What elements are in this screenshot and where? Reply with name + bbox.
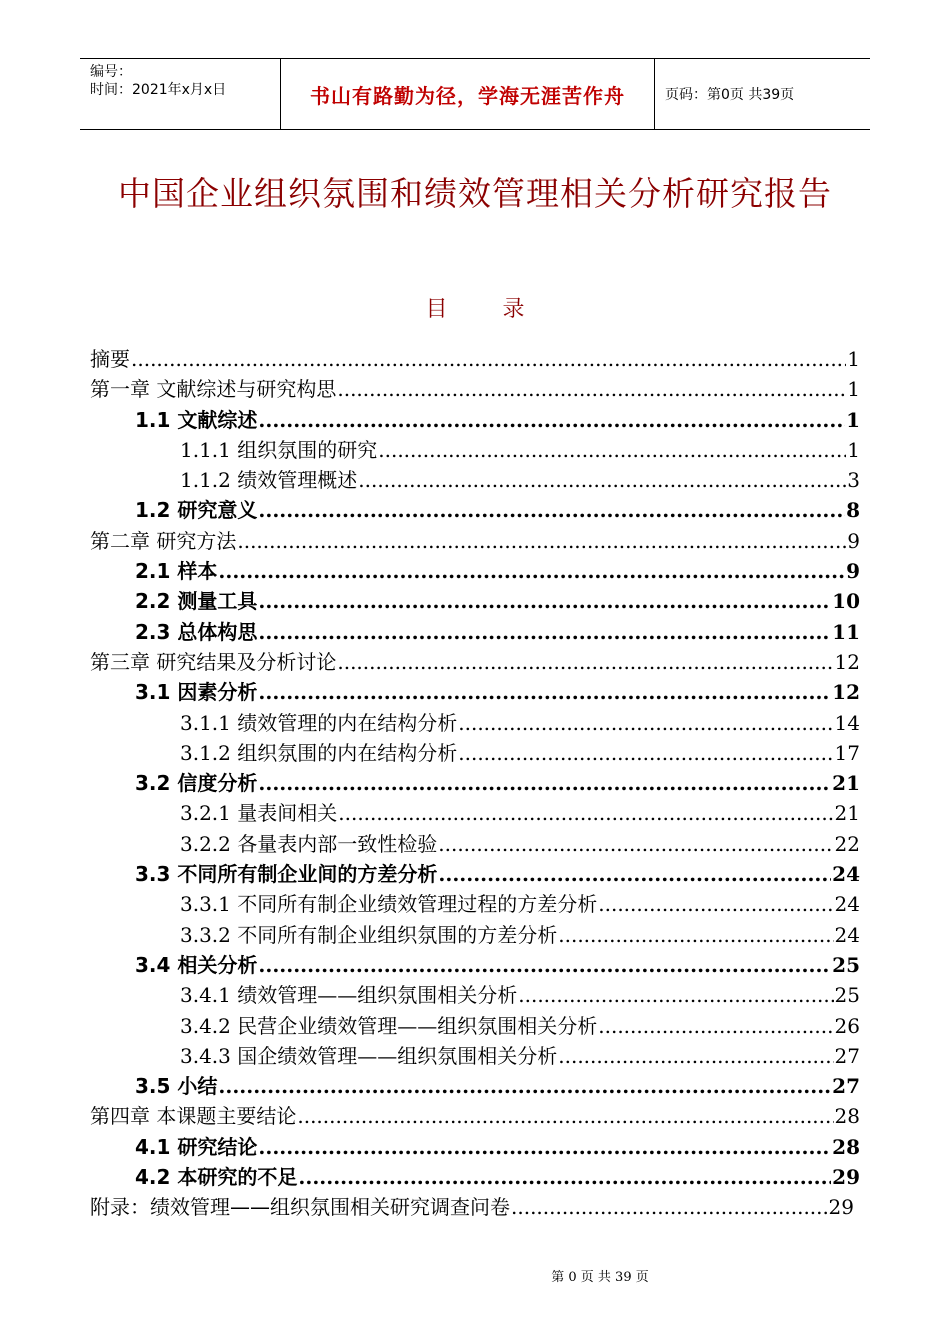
toc-leader-dots xyxy=(558,920,833,950)
toc-entry-label: 4.1 研究结论 xyxy=(135,1134,258,1159)
toc-leader-dots xyxy=(258,768,831,798)
document-title: 中国企业组织氛围和绩效管理相关分析研究报告 xyxy=(118,174,832,213)
toc-entry[interactable] xyxy=(90,435,860,465)
toc-entry-label: 附录：绩效管理——组织氛围相关研究调查问卷 xyxy=(90,1195,510,1220)
toc-entry-page: 21 xyxy=(834,801,860,826)
toc-entry-page: 29 xyxy=(832,1165,860,1190)
toc-entry[interactable] xyxy=(90,617,860,647)
toc-entry[interactable] xyxy=(90,829,860,859)
toc-entry[interactable] xyxy=(90,556,860,586)
toc-leader-dots xyxy=(258,405,845,435)
toc-entry-page: 24 xyxy=(834,892,860,917)
toc-entry-label: 3.2.1 量表间相关 xyxy=(180,801,338,826)
toc-entry-page: 1 xyxy=(847,437,860,462)
toc-entry-label: 3.2.2 各量表内部一致性检验 xyxy=(180,831,438,856)
toc-entry-page: 24 xyxy=(832,862,860,887)
toc-entry-label: 3.3 不同所有制企业间的方差分析 xyxy=(135,862,438,887)
header-meta-cell xyxy=(80,59,281,129)
toc-entry-label: 3.5 小结 xyxy=(135,1074,218,1099)
header-motto: 书山有路勤为径，学海无涯苦作舟 xyxy=(281,59,655,129)
toc-entry-page: 1 xyxy=(847,377,860,402)
header-page-info: 页码：第0页 共39页 xyxy=(665,87,795,103)
toc-leader-dots xyxy=(338,798,833,828)
page-footer: 第 0 页 共 39 页 xyxy=(551,1270,649,1285)
toc-entry[interactable] xyxy=(90,768,860,798)
toc-entry-page: 28 xyxy=(834,1104,860,1129)
toc-entry-label: 3.1 因素分析 xyxy=(135,680,258,705)
toc-entry-page: 27 xyxy=(832,1074,860,1099)
toc-leader-dots xyxy=(258,586,831,616)
toc-entry-page: 26 xyxy=(834,1013,860,1038)
toc-leader-dots xyxy=(358,465,846,495)
number-label: 编号： xyxy=(90,64,132,80)
toc-entry[interactable] xyxy=(90,950,860,980)
toc-entry-label: 第一章 文献综述与研究构思 xyxy=(90,377,337,402)
toc-entry-page: 28 xyxy=(832,1134,860,1159)
toc-leader-dots xyxy=(598,1011,833,1041)
toc-entry[interactable] xyxy=(90,920,860,950)
toc-leader-dots xyxy=(258,950,831,980)
toc-entry-page: 24 xyxy=(834,922,860,947)
toc-entry[interactable] xyxy=(90,677,860,707)
toc-entry-label: 2.1 样本 xyxy=(135,559,218,584)
toc-entry-label: 3.3.1 不同所有制企业绩效管理过程的方差分析 xyxy=(180,892,598,917)
toc-entry-label: 3.4.3 国企绩效管理——组织氛围相关分析 xyxy=(180,1043,558,1068)
time-label: 时间：2021年x月x日 xyxy=(90,82,227,98)
toc-leader-dots xyxy=(458,738,833,768)
toc-leader-dots xyxy=(258,495,845,525)
toc-entry-label: 3.1.2 组织氛围的内在结构分析 xyxy=(180,740,458,765)
toc-entry-label: 第二章 研究方法 xyxy=(90,528,237,553)
toc-entry-label: 摘要 xyxy=(90,347,130,371)
toc-leader-dots xyxy=(511,1192,828,1222)
toc-entry[interactable] xyxy=(90,738,860,768)
toc-leader-dots xyxy=(297,1101,833,1131)
toc-entry-label: 2.2 测量工具 xyxy=(135,589,258,614)
toc-leader-dots xyxy=(518,980,833,1010)
toc-entry-page: 8 xyxy=(846,498,860,523)
toc-entry[interactable] xyxy=(90,1071,860,1101)
toc-entry-label: 3.4 相关分析 xyxy=(135,952,258,977)
toc-entry-label: 3.1.1 绩效管理的内在结构分析 xyxy=(180,710,458,735)
toc-leader-dots xyxy=(258,1132,831,1162)
toc-leader-dots xyxy=(558,1041,833,1071)
toc-entry[interactable] xyxy=(90,1041,860,1071)
toc-heading: 目 录 xyxy=(425,297,549,322)
document-header xyxy=(80,58,870,130)
toc-entry-label: 1.1.2 绩效管理概述 xyxy=(180,468,358,493)
toc-entry-page: 11 xyxy=(832,619,860,644)
toc-entry-page: 1 xyxy=(846,407,860,432)
toc-entry[interactable] xyxy=(90,526,860,556)
toc-entry-label: 第四章 本课题主要结论 xyxy=(90,1104,297,1129)
toc-entry[interactable] xyxy=(90,374,860,404)
toc-entry[interactable] xyxy=(90,980,860,1010)
toc-entry[interactable] xyxy=(90,465,860,495)
toc-entry[interactable] xyxy=(90,586,860,616)
toc-entry-page: 14 xyxy=(834,710,860,735)
toc-entry-page: 17 xyxy=(834,740,860,765)
toc-entry-page: 10 xyxy=(832,589,860,614)
toc-entry-page: 21 xyxy=(832,771,860,796)
toc-entry[interactable] xyxy=(90,1101,860,1131)
toc-leader-dots xyxy=(337,374,846,404)
toc-leader-dots xyxy=(378,435,846,465)
toc-entry[interactable] xyxy=(90,1132,860,1162)
toc-leader-dots xyxy=(258,617,831,647)
toc-entry-page: 22 xyxy=(834,831,860,856)
toc-entry-page: 12 xyxy=(832,680,860,705)
toc-leader-dots xyxy=(218,1071,831,1101)
toc-entry-page: 29 xyxy=(828,1195,854,1220)
toc-entry[interactable] xyxy=(90,495,860,525)
toc-leader-dots xyxy=(258,677,831,707)
toc-entry[interactable] xyxy=(90,889,860,919)
toc-entry[interactable] xyxy=(90,344,860,374)
toc-entry-label: 2.3 总体构思 xyxy=(135,619,258,644)
toc-entry-label: 4.2 本研究的不足 xyxy=(135,1165,298,1190)
toc-entry-page: 9 xyxy=(846,559,860,584)
toc-entry[interactable] xyxy=(90,1162,860,1192)
toc-leader-dots xyxy=(458,708,833,738)
toc-entry-label: 1.1.1 组织氛围的研究 xyxy=(180,437,378,462)
toc-entry-label: 3.4.2 民营企业绩效管理——组织氛围相关分析 xyxy=(180,1013,598,1038)
toc-entry[interactable] xyxy=(90,1011,860,1041)
toc-leader-dots xyxy=(237,526,846,556)
toc-entry-page: 12 xyxy=(834,649,860,674)
toc-entry[interactable] xyxy=(90,647,860,677)
toc-entry-page: 1 xyxy=(847,347,860,371)
toc-entry-label: 1.2 研究意义 xyxy=(135,498,258,523)
toc-entry[interactable] xyxy=(90,859,860,889)
toc-entry-label: 3.3.2 不同所有制企业组织氛围的方差分析 xyxy=(180,922,558,947)
toc-entry[interactable] xyxy=(90,708,860,738)
toc-entry-page: 3 xyxy=(847,468,860,493)
toc-entry-page: 9 xyxy=(847,528,860,553)
toc-entry-page: 25 xyxy=(832,952,860,977)
toc-leader-dots xyxy=(337,647,833,677)
toc-leader-dots xyxy=(598,889,833,919)
toc-leader-dots xyxy=(218,556,845,586)
toc-leader-dots xyxy=(438,829,833,859)
toc-leader-dots xyxy=(131,344,846,374)
toc-entry-label: 1.1 文献综述 xyxy=(135,407,258,432)
toc-entry-page: 27 xyxy=(834,1043,860,1068)
toc-entry-label: 3.4.1 绩效管理——组织氛围相关分析 xyxy=(180,983,518,1008)
toc-entry[interactable] xyxy=(90,1192,860,1222)
toc-entry[interactable] xyxy=(90,798,860,828)
toc-entry-page: 25 xyxy=(834,983,860,1008)
toc-entry[interactable] xyxy=(90,405,860,435)
toc-entry-label: 第三章 研究结果及分析讨论 xyxy=(90,649,337,674)
toc-leader-dots xyxy=(298,1162,831,1192)
table-of-contents xyxy=(90,344,860,1223)
toc-leader-dots xyxy=(438,859,831,889)
toc-entry-label: 3.2 信度分析 xyxy=(135,771,258,796)
